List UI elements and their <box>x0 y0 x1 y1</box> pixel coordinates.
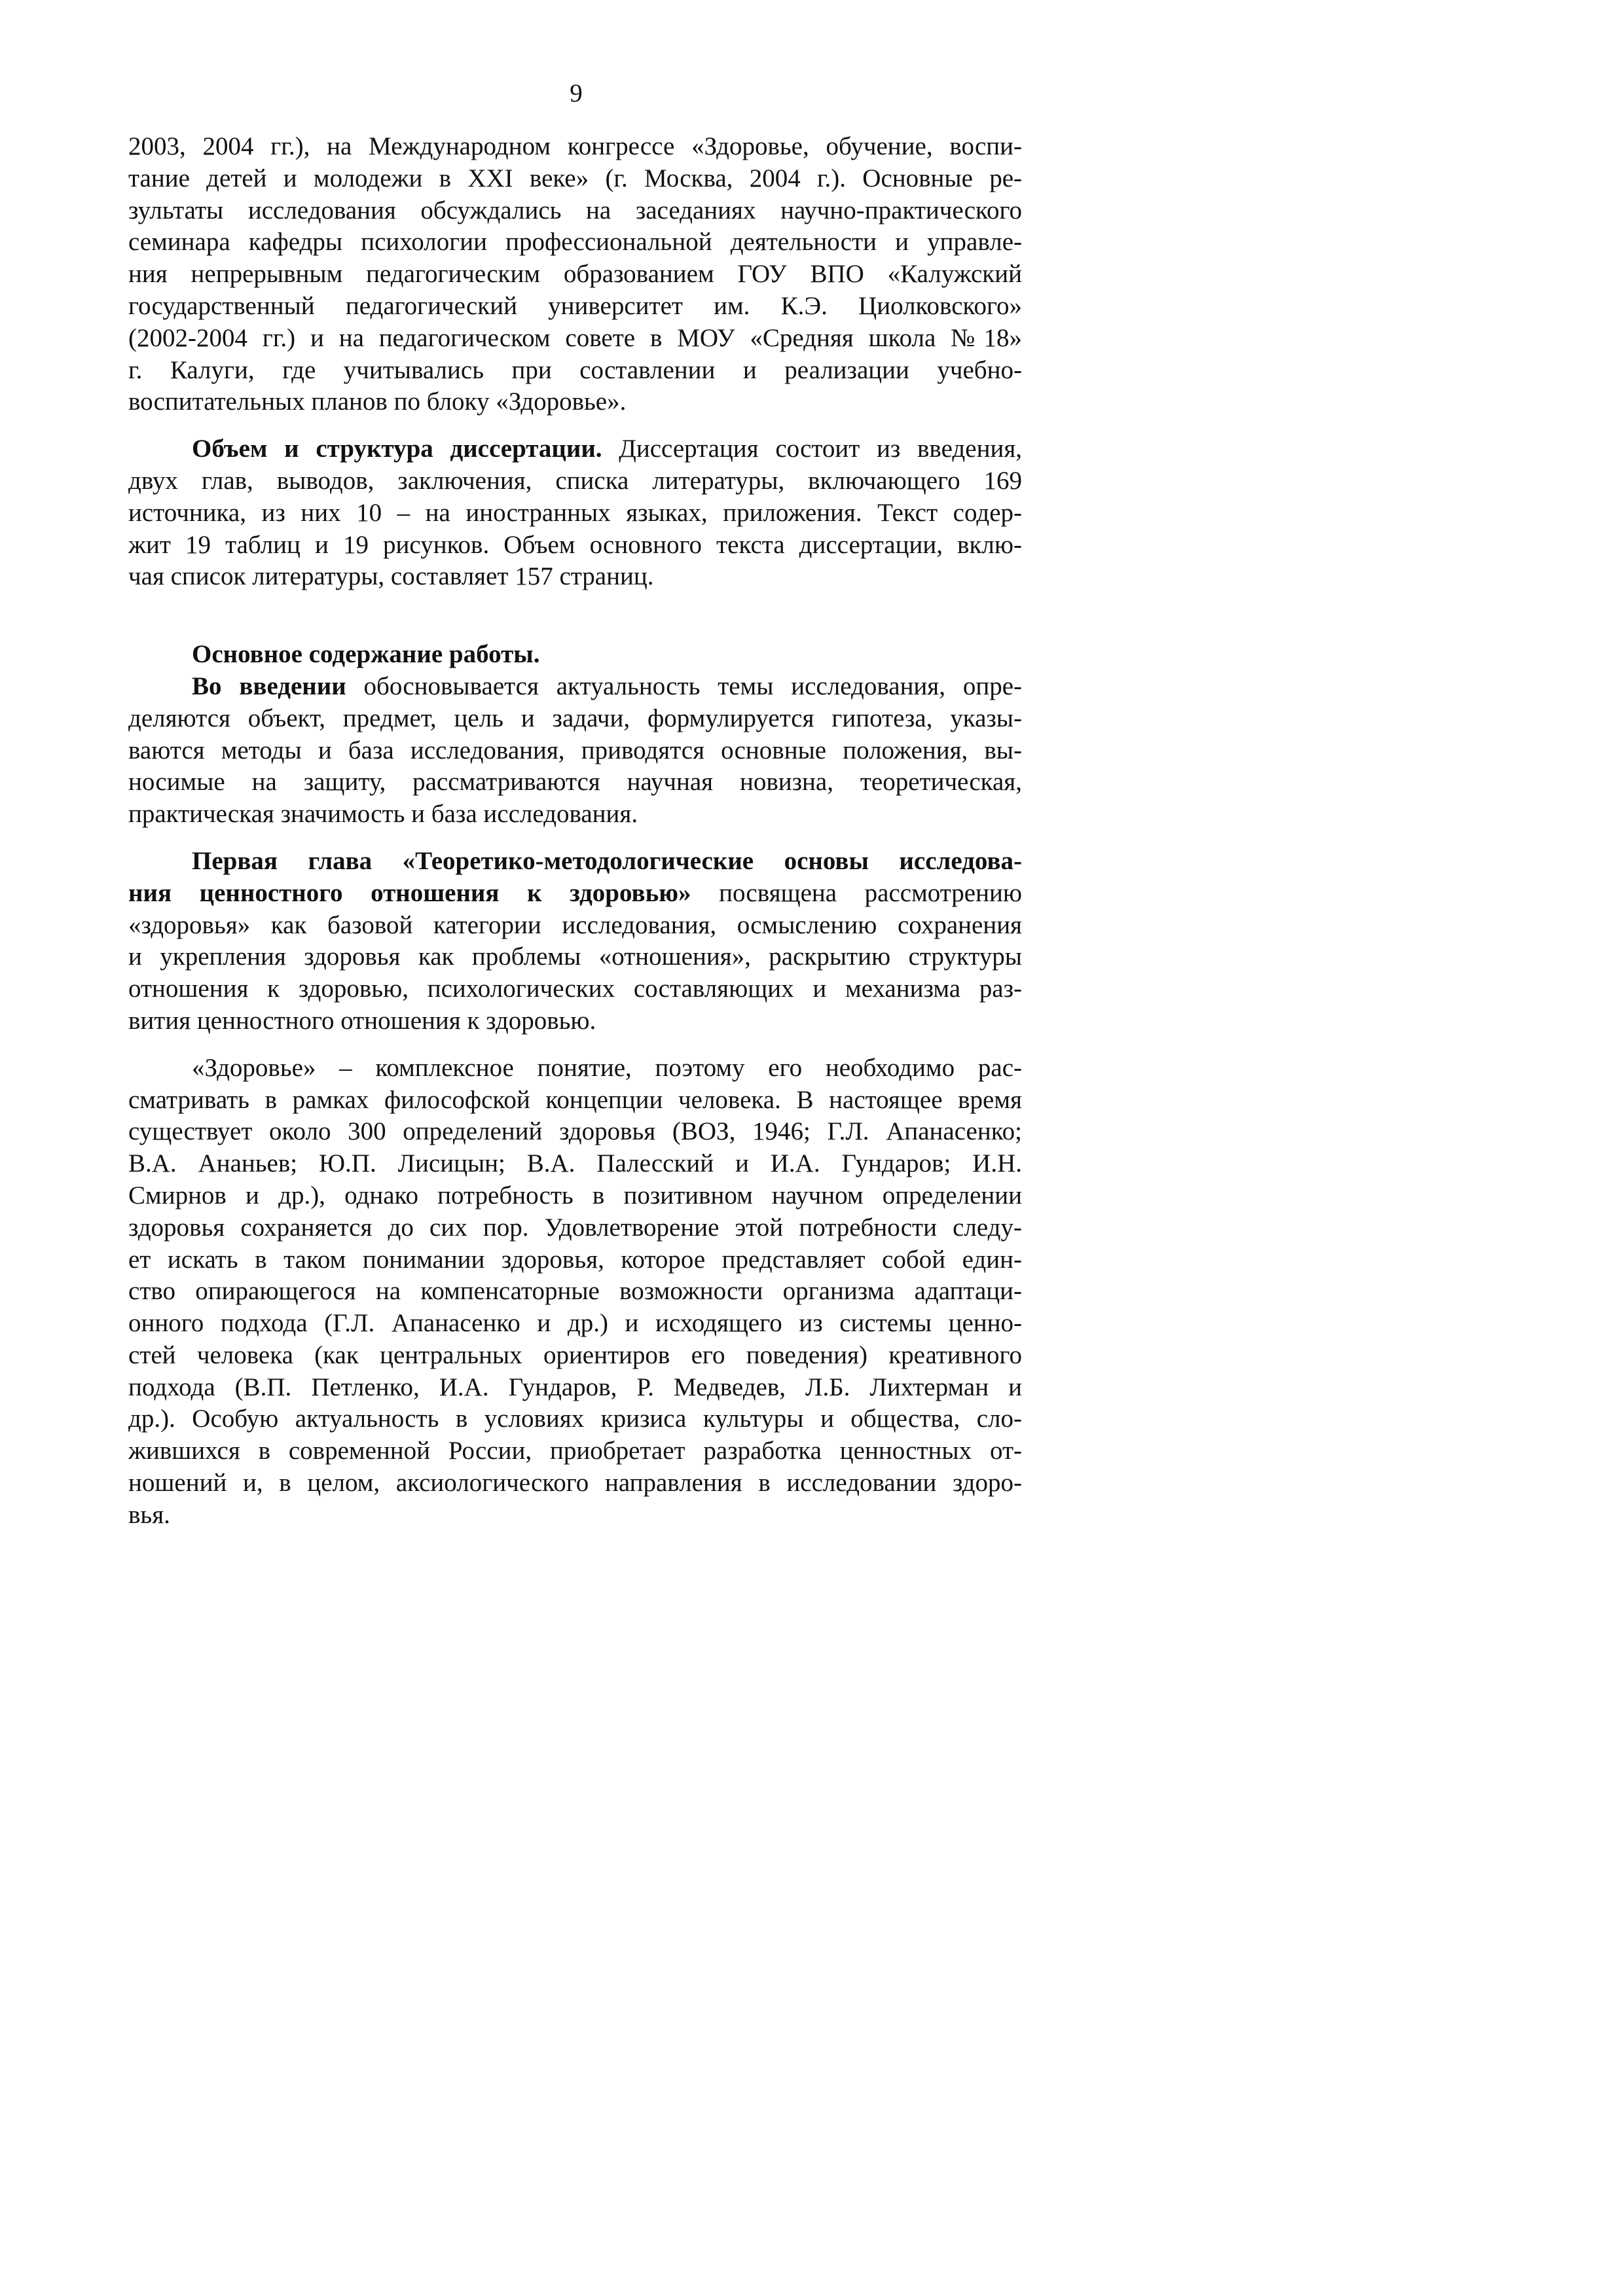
section-heading <box>128 639 1022 671</box>
paragraph-gap <box>128 831 1022 846</box>
text-line <box>128 433 1022 465</box>
text-run: (2002-2004 гг.) и на педагогическом совете в МОУ «Средняя школа №18» <box>128 323 1022 352</box>
text-run: В.А. Ананьев; Ю.П. Лисицын; В.А. Палесский и И.А. Гундаров; И.Н. <box>128 1149 1022 1178</box>
text-line <box>128 163 1022 195</box>
page-number: 9 <box>570 79 583 107</box>
text-line <box>128 1148 1022 1180</box>
text-line <box>128 1499 1022 1532</box>
text-line <box>128 355 1022 387</box>
text-run: ношений и, в целом, аксиологического направления в исследовании здоро- <box>128 1469 1022 1498</box>
text-line <box>128 1276 1022 1308</box>
text-line <box>128 1467 1022 1499</box>
text-run: др.). Особую актуальность в условиях кризиса культуры и общества, сло- <box>128 1405 1022 1433</box>
text-run: подхода (В.П. Петленко, И.А. Гундаров, Р. Медведев, Л.Б. Лихтерман и <box>128 1372 1022 1401</box>
text-line <box>128 1340 1022 1372</box>
text-line <box>128 561 1022 593</box>
text-run: онного подхода (Г.Л. Апанасенко и др.) и исходящего из системы ценно- <box>128 1309 1022 1338</box>
text-line <box>128 639 1022 671</box>
text-line <box>128 1005 1022 1037</box>
bold-text-run: Первая глава «Теоретико-методологические основы исследова- <box>192 846 1022 875</box>
text-line <box>128 1435 1022 1467</box>
text-line <box>128 798 1022 831</box>
text-line <box>128 386 1022 418</box>
text-run: ет искать в таком понимании здоровья, которое представляет собой един- <box>128 1245 1022 1274</box>
text-line <box>128 1052 1022 1085</box>
text-line <box>128 1085 1022 1117</box>
text-line <box>128 1308 1022 1340</box>
text-line <box>128 878 1022 910</box>
text-line <box>128 131 1022 163</box>
text-run: семинара кафедры психологии профессиональной деятельности и управле- <box>128 228 1022 257</box>
text-run: г. Калуги, где учитывались при составлении и реализации учебно- <box>128 355 1022 384</box>
text-run: ство опирающегося на компенсаторные возможности организма адаптаци- <box>128 1277 1022 1306</box>
text-line <box>128 497 1022 529</box>
text-line <box>128 291 1022 323</box>
text-line <box>128 671 1022 703</box>
text-run: 2003, 2004 гг.), на Международном конгрессе «Здоровье, обучение, воспи- <box>128 132 1022 160</box>
text-run: существует около 300 определений здоровья (ВОЗ, 1946; Г.Л. Апанасенко; <box>128 1117 1022 1146</box>
text-line <box>128 1372 1022 1404</box>
text-run: государственный педагогический университет им. К.Э. Циолковского» <box>128 291 1022 320</box>
text-line <box>128 973 1022 1005</box>
text-line <box>128 195 1022 227</box>
text-run: ния непрерывным педагогическим образованием ГОУ ВПО «Калужский <box>128 260 1022 289</box>
text-run: «Здоровье» – комплексное понятие, поэтому его необходимо рас- <box>192 1053 1022 1082</box>
text-line <box>128 941 1022 973</box>
text-line <box>128 703 1022 735</box>
text-run: и укрепления здоровья как проблемы «отношения», раскрытию структуры <box>128 942 1022 971</box>
bold-text-run: Во введении <box>192 672 346 700</box>
text-run: носимые на защиту, рассматриваются научная новизна, теоретическая, <box>128 768 1022 797</box>
text-run: зультаты исследования обсуждались на заседаниях научно-практического <box>128 196 1022 224</box>
text-line <box>128 910 1022 942</box>
paragraph <box>128 131 1022 418</box>
paragraph-gap <box>128 418 1022 433</box>
text-run: Смирнов и др.), однако потребность в позитивном научном определении <box>128 1181 1022 1210</box>
text-run: ваются методы и база исследования, приводятся основные положения, вы- <box>128 736 1022 764</box>
bold-text-run: Основное содержание работы. <box>192 640 540 669</box>
text-line <box>128 766 1022 798</box>
text-line <box>128 259 1022 291</box>
text-line <box>128 465 1022 497</box>
text-run: вья. <box>128 1500 170 1529</box>
text-run: двух глав, выводов, заключения, списка литературы, включающего 169 <box>128 466 1022 495</box>
paragraph-gap <box>128 593 1022 639</box>
text-line <box>128 1116 1022 1148</box>
text-run: сматривать в рамках философской концепции человека. В настоящее время <box>128 1085 1022 1114</box>
text-run: отношения к здоровью, психологических составляющих и механизма раз- <box>128 975 1022 1003</box>
paragraph <box>128 1052 1022 1532</box>
text-run: деляются объект, предмет, цель и задачи, формулируется гипотеза, указы- <box>128 704 1022 732</box>
text-line <box>128 1180 1022 1212</box>
text-run: стей человека (как центральных ориентиров его поведения) креативного <box>128 1340 1022 1369</box>
text-run: Диссертация состоит из введения, <box>602 435 1023 463</box>
text-run: воспитательных планов по блоку «Здоровье». <box>128 387 627 416</box>
text-line <box>128 226 1022 259</box>
bold-text-run: Объем и структура диссертации. <box>192 435 602 463</box>
text-line <box>128 323 1022 355</box>
text-run: посвящена рассмотрению <box>691 878 1022 907</box>
paragraph <box>128 671 1022 831</box>
text-line <box>128 1212 1022 1244</box>
text-line <box>128 735 1022 767</box>
text-run: здоровья сохраняется до сих пор. Удовлетворение этой потребности следу- <box>128 1213 1022 1242</box>
text-run: тание детей и молодежи в XXI веке» (г. Москва, 2004 г.). Основные ре- <box>128 164 1022 192</box>
bold-text-run: ния ценностного отношения к здоровью» <box>128 878 691 907</box>
text-run: вития ценностного отношения к здоровью. <box>128 1006 596 1035</box>
body-text-column <box>128 131 1022 1532</box>
text-run: жившихся в современной России, приобретает разработка ценностных от- <box>128 1437 1022 1465</box>
text-line <box>128 1244 1022 1276</box>
text-line <box>128 846 1022 878</box>
text-run: жит 19 таблиц и 19 рисунков. Объем основного текста диссертации, вклю- <box>128 530 1022 559</box>
text-line <box>128 529 1022 562</box>
text-line <box>128 1403 1022 1435</box>
text-run: чая список литературы, составляет 157 страниц. <box>128 562 654 591</box>
text-run: обосновывается актуальность темы исследования, опре- <box>346 672 1022 700</box>
paragraph <box>128 846 1022 1037</box>
paragraph-gap <box>128 1037 1022 1052</box>
text-run: источника, из них 10 – на иностранных языках, приложения. Текст содер- <box>128 498 1022 527</box>
text-run: «здоровья» как базовой категории исследования, осмыслению сохранения <box>128 910 1022 939</box>
paragraph <box>128 433 1022 593</box>
text-run: практическая значимость и база исследования. <box>128 800 638 829</box>
